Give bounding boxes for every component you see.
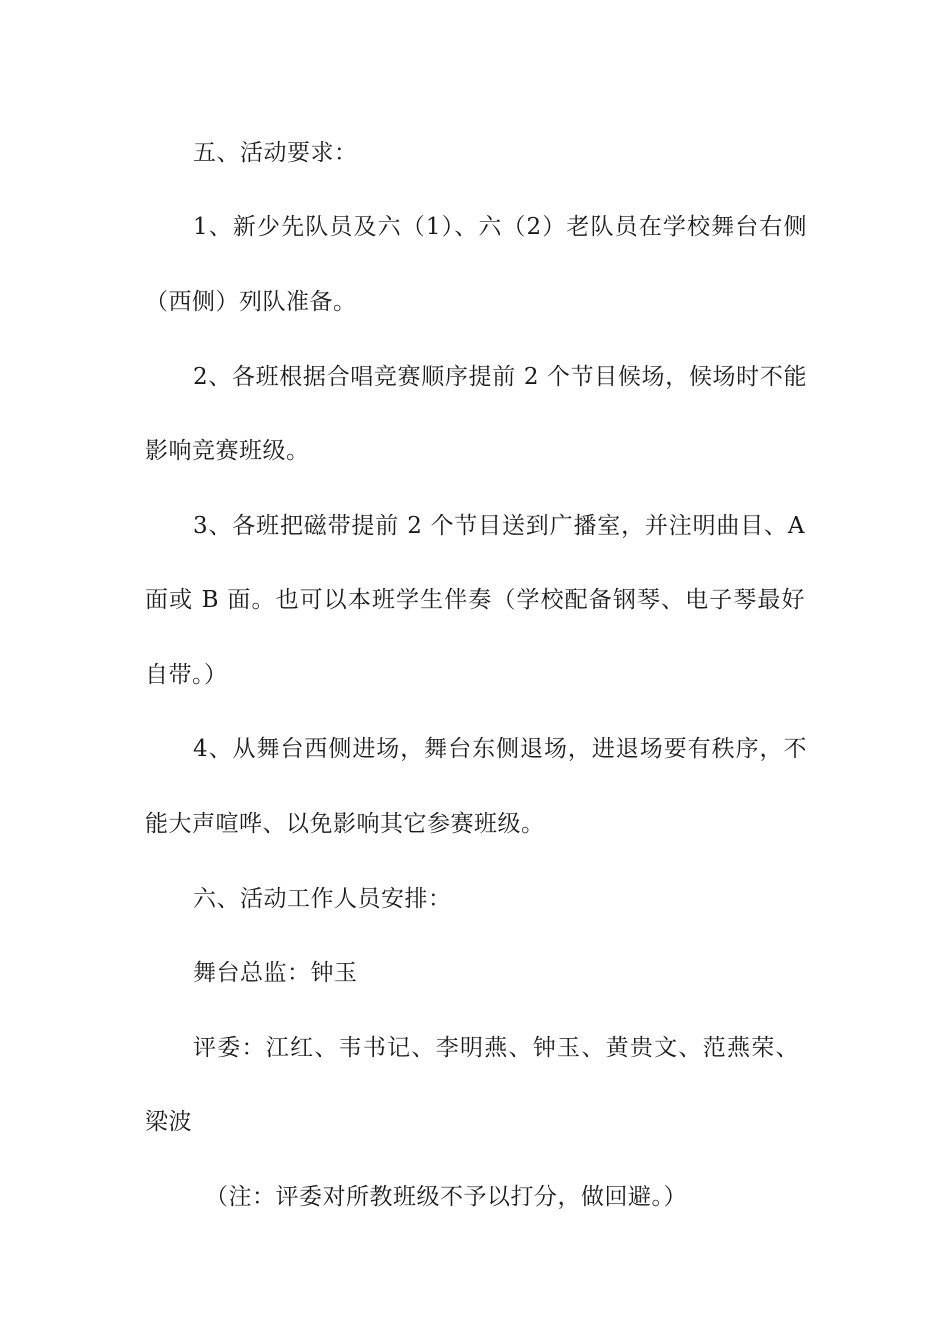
paragraph-3-line-1: 3、各班把磁带提前 2 个节目送到广播室，并注明曲目、A <box>193 513 805 539</box>
section-heading-5: 五、活动要求： <box>193 140 358 166</box>
paragraph-2-line-1: 2、各班根据合唱竞赛顺序提前 2 个节目候场，候场时不能 <box>193 364 807 390</box>
paragraph-3-line-3: 自带。） <box>145 662 228 688</box>
judges-note: （注：评委对所教班级不予以打分，做回避。） <box>205 1184 687 1210</box>
paragraph-3-line-2: 面或 B 面。也可以本班学生伴奏（学校配备钢琴、电子琴最好 <box>145 587 805 613</box>
paragraph-2-line-2: 影响竞赛班级。 <box>145 438 310 464</box>
judges-line-1: 评委：江红、韦书记、李明燕、钟玉、黄贵文、范燕荣、 <box>193 1035 799 1061</box>
paragraph-1-line-2: （西侧）列队准备。 <box>145 289 357 315</box>
paragraph-4-line-1: 4、从舞台西侧进场，舞台东侧退场，进退场要有秩序，不 <box>193 736 807 762</box>
judges-line-2: 梁波 <box>145 1109 192 1135</box>
section-heading-6: 六、活动工作人员安排： <box>193 886 452 912</box>
stage-director-line: 舞台总监：钟玉 <box>193 960 358 986</box>
paragraph-4-line-2: 能大声喧哗、以免影响其它参赛班级。 <box>145 811 545 837</box>
paragraph-1-line-1: 1、新少先队员及六（1）、六（2）老队员在学校舞台右侧 <box>193 214 807 240</box>
